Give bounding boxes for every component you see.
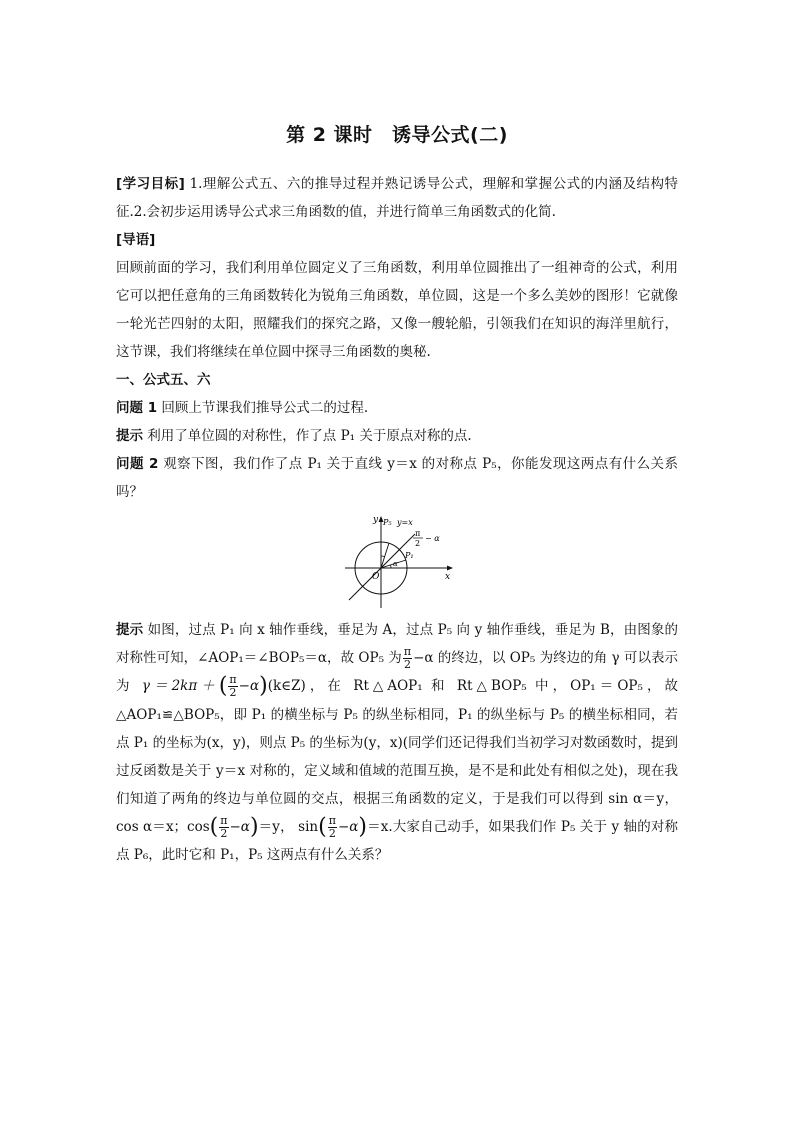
pi-label: π — [415, 529, 421, 538]
objective-label: [学习目标] — [116, 176, 185, 192]
fraction-denominator: 2 — [328, 826, 336, 840]
hint-1-label: 提示 — [116, 428, 143, 444]
origin-label: O — [372, 572, 380, 582]
unit-circle-figure — [337, 512, 457, 612]
fraction-denominator: 2 — [220, 826, 228, 840]
question-1 — [116, 394, 678, 422]
hint-1-text: 利用了单位圆的对称性，作了点 P₁ 关于原点对称的点. — [147, 428, 472, 444]
section-heading: 一、公式五、六 — [116, 372, 211, 388]
alpha-label: α — [393, 560, 398, 568]
page-title: 第 2 课时 诱导公式(二) — [286, 124, 508, 146]
hint-2-label: 提示 — [116, 622, 144, 638]
right-paren: ) — [358, 814, 367, 839]
x-axis-label: x — [445, 572, 451, 582]
pi-over-two-fraction-3 — [219, 815, 228, 840]
hint-1 — [116, 422, 678, 450]
question-1-text: 回顾上节课我们推导公式二的过程. — [161, 400, 369, 416]
objective-text: 1.理解公式五、六的推导过程并熟记诱导公式，理解和掌握公式的内涵及结构特征.2.会初步运用诱导公式求三角函数的值，并进行简单三角函数式的化简. — [116, 176, 678, 220]
paren-inner: −α — [238, 678, 260, 694]
hint-2-sin: sin — [298, 818, 319, 835]
pi-over-two-fraction — [403, 646, 412, 671]
hint-2-text-c: (k∈Z)，在 Rt△AOP₁ 和 Rt△BOP₅ 中，OP₁＝OP₅，故△AOP₁≌△BOP₅，即 P₁ 的横坐标与 P₅ 的纵坐标相同，P₁ 的纵坐标与 P₅ 的横坐标相同，若点 P₁ 的坐标为(x，y)，则点 P₅ 的坐标为(y，x)(同学们还记得我们当初学习对数函数时，提到过反函数是关于 y＝x 对称的，定义域和值域的范围互换，是不是和此处有相似之处)，现在我们知道了两角的终边与单位圆的交点，根据三角函数的定义，于是我们可以得到 sin α＝y，cos α＝x；cos — [116, 678, 678, 835]
question-1-label: 问题 1 — [116, 400, 158, 416]
hint-2-text-b: −α 的终边，以 OP₅ 为终边的角 γ 可以表示为 — [116, 650, 679, 694]
question-2-text: 观察下图，我们作了点 P₁ 关于直线 y＝x 的对称点 P₅，你能发现这两点有什么关系吗？ — [116, 456, 679, 500]
fraction-numerator: π — [220, 813, 228, 827]
line-label: y=x — [397, 518, 413, 527]
paren-inner: −α — [229, 818, 250, 835]
pi-over-two-fraction-2 — [228, 674, 237, 699]
fraction-numerator: π — [229, 673, 237, 686]
intro-label: [导语] — [116, 232, 156, 248]
hint-2-text-d: ＝y， — [258, 818, 294, 835]
hint-2-gamma-head: γ＝2kπ＋ — [141, 678, 219, 694]
fraction-numerator: π — [328, 813, 336, 827]
p5-label: P₅ — [383, 518, 392, 527]
hint-2-text-a: 如图，过点 P₁ 向 x 轴作垂线，垂足为 A，过点 P₅ 向 y 轴作垂线，垂足为 B，由图象的对称性可知，∠AOP₁＝∠BOP₅＝α，故 OP₅ 为 — [116, 622, 679, 666]
left-paren: ( — [218, 673, 228, 699]
right-paren: ) — [249, 814, 259, 839]
x-axis-arrow — [447, 566, 453, 571]
paren-inner: −α — [337, 818, 359, 835]
left-paren: ( — [318, 814, 327, 839]
left-paren: ( — [209, 814, 219, 839]
intro-text: 回顾前面的学习，我们利用单位圆定义了三角函数，利用单位圆推出了一组神奇的公式，利用它可以把任意角的三角函数转化为锐角三角函数，单位圆，这是一个多么美妙的图形！它就像一轮光芒四射的太阳，照耀我们的探究之路，又像一艘轮船，引领我们在知识的海洋里航行，这节课，我们将继续在单位圆中探寻三角函数的奥秘. — [116, 260, 678, 360]
y-axis-label: y — [373, 515, 379, 525]
question-2-label: 问题 2 — [116, 456, 159, 472]
pi-over-two-fraction-4 — [328, 815, 337, 840]
question-2 — [116, 450, 678, 506]
angle-complement-arc — [381, 556, 385, 557]
p1-label: P₁ — [405, 551, 414, 560]
fraction-denominator: 2 — [403, 658, 411, 671]
learning-objective — [116, 170, 678, 226]
hint-2 — [116, 616, 678, 869]
fraction-denominator: 2 — [229, 686, 237, 699]
lesson-content — [116, 170, 678, 869]
line-y-equals-x — [349, 534, 415, 600]
two-label: 2 — [415, 539, 421, 548]
minus-alpha-label: − α — [425, 534, 440, 543]
hint-2-text-e: ＝x.大家自己动手，如果我们作 P₅ 关于 y 轴的对称点 P₆，此时它和 P₁，P₅ 这两点有什么关系？ — [116, 818, 678, 863]
fraction-numerator: π — [403, 645, 412, 658]
right-paren: ) — [259, 673, 268, 699]
